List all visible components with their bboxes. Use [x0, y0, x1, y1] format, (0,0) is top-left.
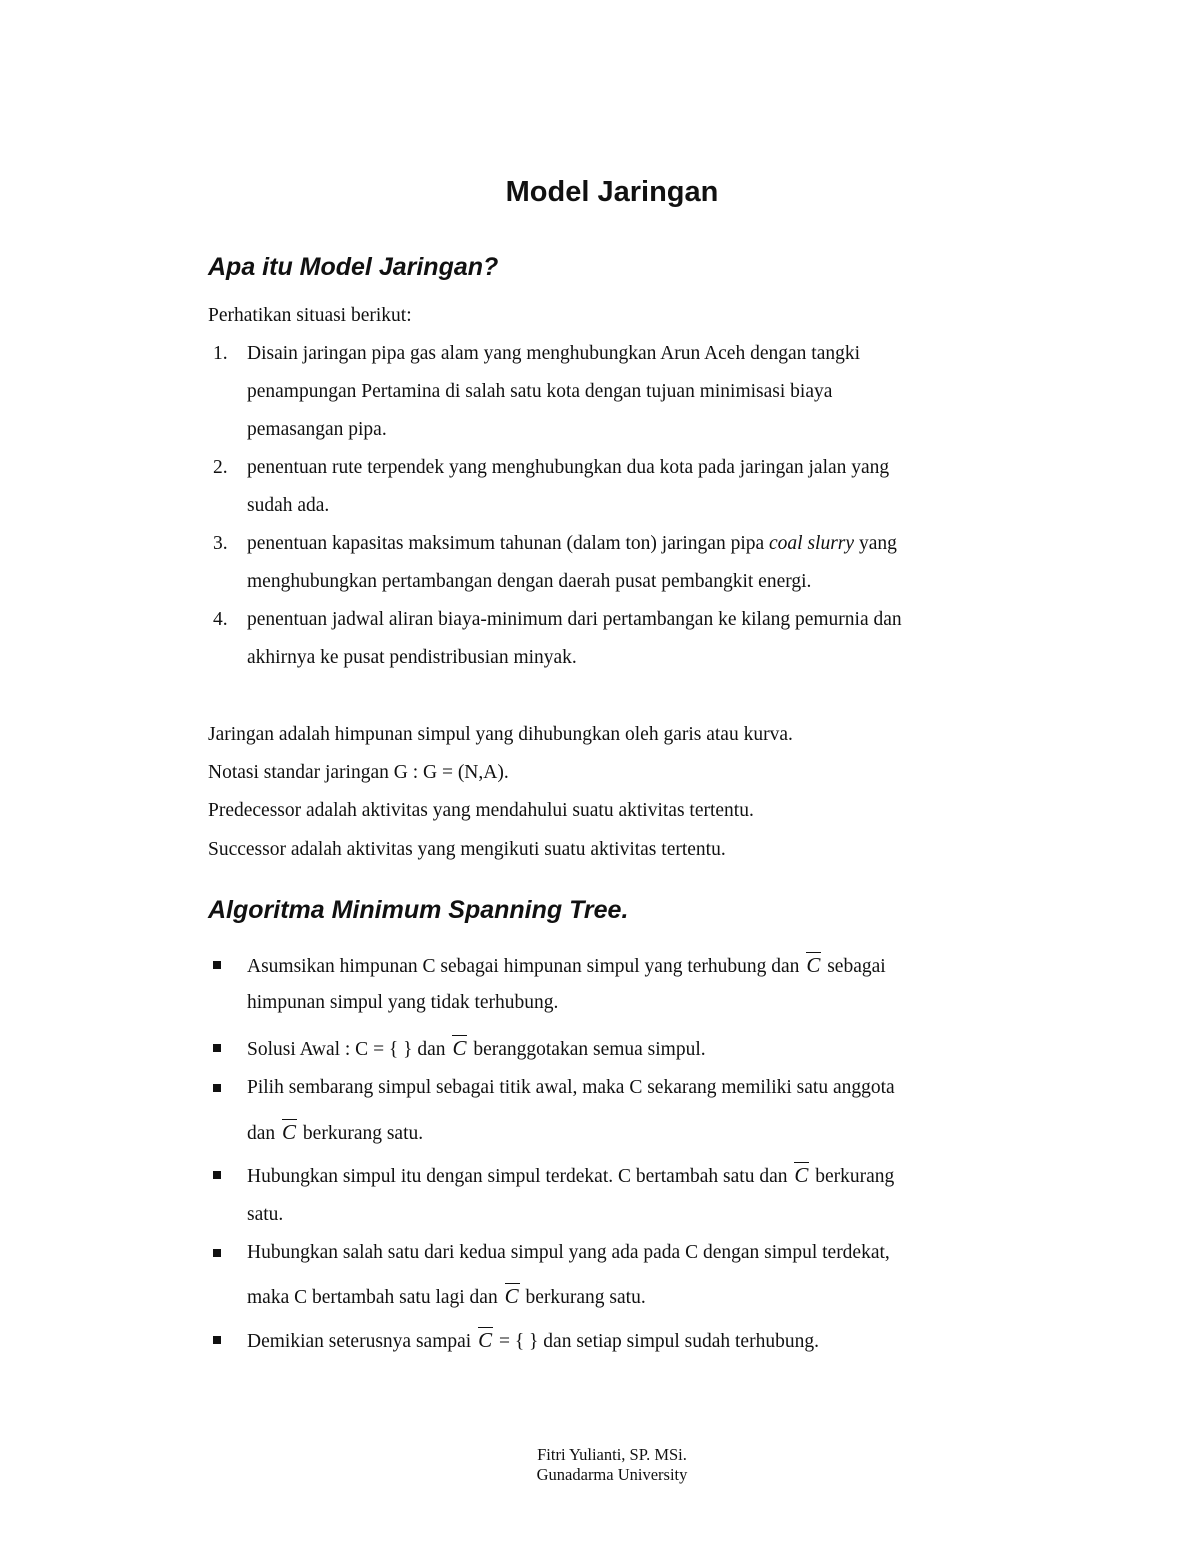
definition-successor: Successor adalah aktivitas yang mengikuti suatu aktivitas tertentu. — [208, 839, 726, 860]
bullet-marker — [213, 1044, 221, 1052]
emphasis-coal-slurry: coal slurry — [769, 533, 855, 554]
list-item-text: akhirnya ke pusat pendistribusian minyak. — [247, 647, 577, 668]
bullet-text: Asumsikan himpunan C sebagai himpunan simpul yang terhubung dan C sebagai — [247, 953, 886, 977]
c-bar-symbol: C — [452, 1036, 467, 1060]
intro-text: Perhatikan situasi berikut: — [208, 305, 412, 326]
footer-author: Fitri Yulianti, SP. MSi. — [537, 1445, 687, 1464]
bullet-text: Solusi Awal : C = { } dan C beranggotakan semua simpul. — [247, 1036, 706, 1060]
list-item-text: Disain jaringan pipa gas alam yang menghubungkan Arun Aceh dengan tangki — [247, 343, 861, 364]
definition-notasi: Notasi standar jaringan G : G = (N,A). — [208, 762, 509, 783]
list-number: 3. — [213, 533, 228, 554]
page-title: Model Jaringan — [505, 176, 719, 208]
list-item-text: pemasangan pipa. — [247, 419, 387, 440]
bullet-marker — [213, 961, 221, 969]
c-bar-symbol: C — [794, 1163, 809, 1187]
section-heading-algoritma: Algoritma Minimum Spanning Tree. — [208, 896, 629, 924]
list-item-text: penentuan kapasitas maksimum tahunan (dalam ton) jaringan pipa coal slurry yang — [247, 533, 897, 554]
section-heading-model-jaringan: Apa itu Model Jaringan? — [208, 253, 499, 281]
bullet-marker — [213, 1249, 221, 1257]
bullet-marker — [213, 1336, 221, 1344]
bullet-marker — [213, 1171, 221, 1179]
bullet-text: Pilih sembarang simpul sebagai titik awal, maka C sekarang memiliki satu anggota — [247, 1077, 895, 1098]
c-bar-symbol: C — [504, 1284, 519, 1308]
bullet-text: Hubungkan simpul itu dengan simpul terdekat. C bertambah satu dan C berkurang — [247, 1163, 895, 1187]
list-item-text: sudah ada. — [247, 495, 330, 516]
definition-jaringan: Jaringan adalah himpunan simpul yang dihubungkan oleh garis atau kurva. — [208, 724, 793, 745]
list-item-text: penampungan Pertamina di salah satu kota dengan tujuan minimisasi biaya — [247, 381, 833, 402]
c-bar-symbol: C — [282, 1120, 297, 1144]
bullet-text: himpunan simpul yang tidak terhubung. — [247, 992, 559, 1013]
bullet-marker — [213, 1084, 221, 1092]
footer-university: Gunadarma University — [536, 1465, 688, 1484]
c-bar-symbol: C — [478, 1328, 493, 1352]
list-number: 4. — [213, 609, 228, 630]
list-item-text: menghubungkan pertambangan dengan daerah pusat pembangkit energi. — [247, 571, 812, 592]
c-bar-symbol: C — [806, 953, 821, 977]
list-number: 2. — [213, 457, 228, 478]
list-item-text: penentuan rute terpendek yang menghubungkan dua kota pada jaringan jalan yang — [247, 457, 890, 478]
list-item-text: penentuan jadwal aliran biaya-minimum dari pertambangan ke kilang pemurnia dan — [247, 609, 902, 630]
bullet-text: dan C berkurang satu. — [247, 1120, 424, 1144]
bullet-text: Demikian seterusnya sampai C = { } dan setiap simpul sudah terhubung. — [247, 1328, 819, 1352]
list-number: 1. — [213, 343, 228, 364]
bullet-text: satu. — [247, 1204, 284, 1225]
definition-predecessor: Predecessor adalah aktivitas yang mendahului suatu aktivitas tertentu. — [208, 800, 754, 821]
bullet-text: maka C bertambah satu lagi dan C berkurang satu. — [247, 1284, 646, 1308]
bullet-text: Hubungkan salah satu dari kedua simpul yang ada pada C dengan simpul terdekat, — [247, 1242, 890, 1263]
